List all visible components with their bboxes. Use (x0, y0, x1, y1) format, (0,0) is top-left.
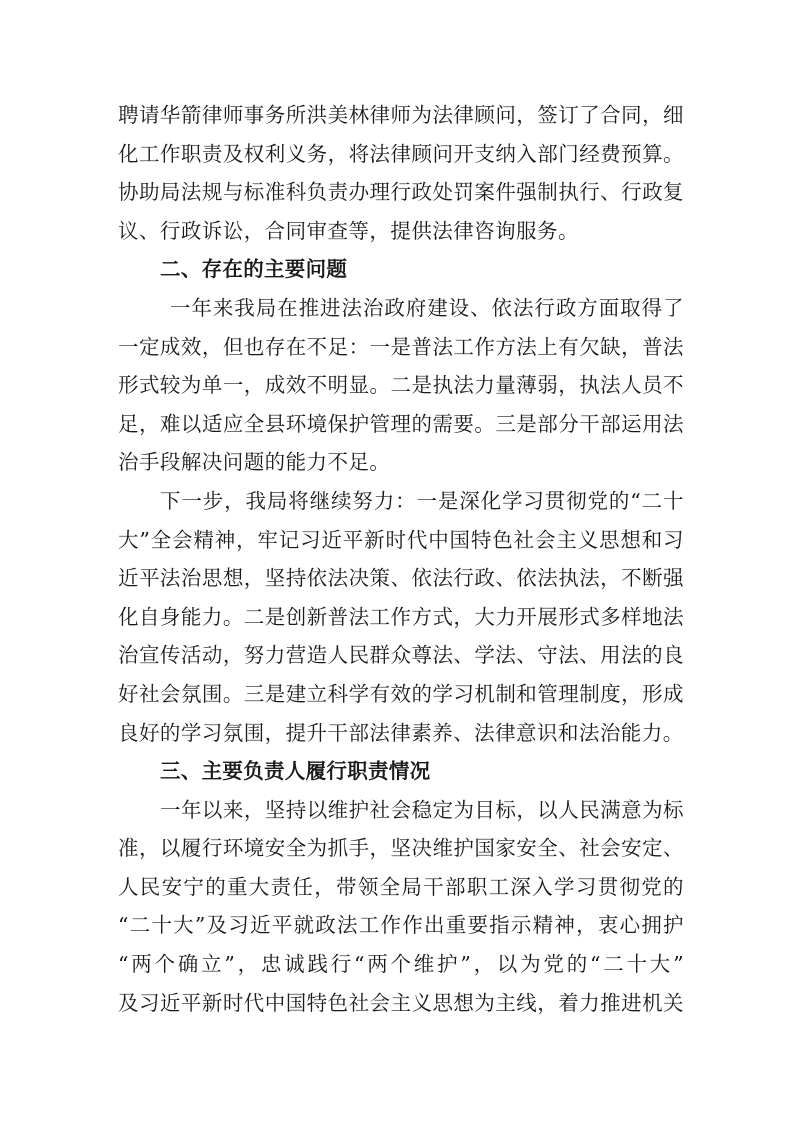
text-line: 一定成效，但也存在不足：一是普法工作方法上有欠缺，普法 (118, 334, 684, 359)
text-line: 化工作职责及权利义务，将法律顾问开支纳入部门经费预算。 (118, 141, 684, 166)
text-line: 治宣传活动，努力营造人民群众尊法、学法、守法、用法的良 (118, 643, 684, 668)
paragraph-problems (118, 289, 684, 482)
text-line: 近平法治思想，坚持依法决策、依法行政、依法执法，不断强 (118, 566, 684, 591)
text-line: 治手段解决问题的能力不足。 (118, 450, 391, 475)
text-line: 下一步，我局将继续努力：一是深化学习贯彻党的“二十 (160, 488, 684, 513)
text-line: 准，以履行环境安全为抓手，坚决维护国家安全、社会安定、 (118, 836, 684, 861)
text-line: 协助局法规与标准科负责办理行政处罚案件强制执行、行政复 (118, 180, 684, 205)
section-heading-responsibilities: 三、主要负责人履行职责情况 (160, 759, 431, 784)
text-line: 人民安宁的重大责任，带领全局干部职工深入学习贯彻党的 (118, 874, 684, 899)
text-line: 一年以来，坚持以维护社会稳定为目标，以人民满意为标 (160, 797, 684, 822)
section-heading-problems: 二、存在的主要问题 (160, 257, 348, 282)
text-line: 聘请华箭律师事务所洪美林律师为法律顾问，签订了合同，细 (118, 103, 684, 127)
text-line: “两个确立”，忠诚践行“两个维护”，以为党的“二十大” (118, 952, 684, 977)
text-line: 议、行政诉讼，合同审查等，提供法律咨询服务。 (118, 218, 579, 243)
document-body (118, 96, 684, 1022)
text-line: 大”全会精神，牢记习近平新时代中国特色社会主义思想和习 (118, 527, 684, 552)
text-line: 及习近平新时代中国特色社会主义思想为主线，着力推进机关 (118, 990, 684, 1015)
paragraph-next-steps (118, 482, 684, 752)
text-line: 好社会氛围。三是建立科学有效的学习机制和管理制度，形成 (118, 681, 684, 706)
text-line: 化自身能力。二是创新普法工作方式，大力开展形式多样地法 (118, 604, 684, 629)
text-line: “二十大”及习近平就政法工作作出重要指示精神，衷心拥护 (118, 913, 684, 938)
paragraph-responsibilities (118, 791, 684, 1023)
text-line: 足，难以适应全县环境保护管理的需要。三是部分干部运用法 (118, 411, 684, 436)
text-line: 形式较为单一，成效不明显。二是执法力量薄弱，执法人员不 (118, 373, 684, 398)
text-line: 良好的学习氛围，提升干部法律素养、法律意识和法治能力。 (118, 720, 684, 745)
text-line: 一年来我局在推进法治政府建设、依法行政方面取得了 (170, 295, 684, 320)
paragraph-legal-advisor (118, 96, 684, 250)
